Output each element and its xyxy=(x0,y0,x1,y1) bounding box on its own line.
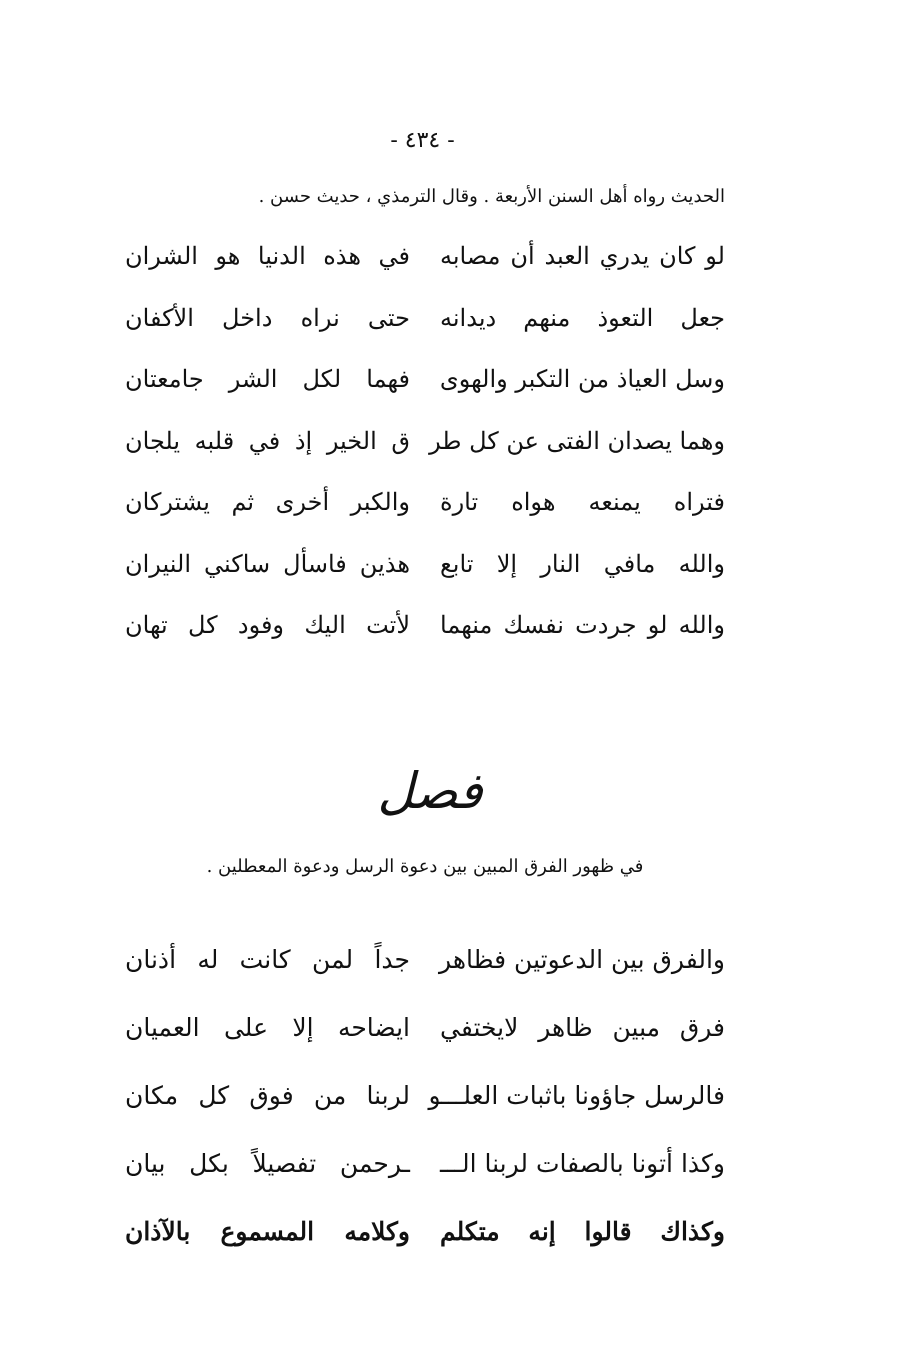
verse xyxy=(125,304,725,366)
verse-first-hemistich: فتراه يمنعه هواه تارة xyxy=(440,488,725,516)
verse-second-hemistich: وكلامه المسموع بالآذان xyxy=(125,1217,410,1246)
verse-first-hemistich: وكذا أتونا بالصفات لربنا الـــ xyxy=(440,1149,725,1178)
verse-first-hemistich: وسل العياذ من التكبر والهوى xyxy=(439,365,725,393)
verse-first-hemistich: لو كان يدري العبد أن مصابه xyxy=(440,242,725,270)
verse-first-hemistich: وكذاك قالوا إنه متكلم xyxy=(440,1217,725,1246)
verse-first-hemistich: فالرسل جاؤونا باثبات العلـــو xyxy=(428,1081,725,1110)
section-heading: فصل xyxy=(377,762,483,820)
verse-second-hemistich: جداً لمن كانت له أذنان xyxy=(125,945,410,974)
poem-top xyxy=(125,242,725,673)
verse xyxy=(125,1081,725,1149)
poem-bottom xyxy=(125,945,725,1285)
section-subtitle: في ظهور الفرق المبين بين دعوة الرسل ودعوة المعطلين . xyxy=(206,856,644,877)
verse xyxy=(125,365,725,427)
verse xyxy=(125,427,725,489)
verse-second-hemistich: لربنا من فوق كل مكان xyxy=(125,1081,410,1110)
verse-second-hemistich: ـرحمن تفصيلاً بكل بيان xyxy=(125,1149,410,1178)
verse xyxy=(125,1013,725,1081)
verse-second-hemistich: لأتت اليك وفود كل تهان xyxy=(125,611,410,639)
verse xyxy=(125,611,725,673)
verse-first-hemistich: والفرق بين الدعوتين فظاهر xyxy=(439,945,725,974)
verse xyxy=(125,1217,725,1285)
verse-first-hemistich: والله مافي النار إلا تابع xyxy=(440,549,725,578)
verse-first-hemistich: جعل التعوذ منهم ديدانه xyxy=(440,303,725,332)
hadith-note: الحديث رواه أهل السنن الأربعة . وقال الترمذي ، حديث حسن . xyxy=(258,186,725,207)
verse-second-hemistich: حتى نراه داخل الأكفان xyxy=(125,303,410,332)
verse xyxy=(125,945,725,1013)
verse xyxy=(125,242,725,304)
verse-second-hemistich: هذين فاسأل ساكني النيران xyxy=(125,549,410,578)
verse-second-hemistich: والكبر أخرى ثم يشتركان xyxy=(125,488,410,516)
verse xyxy=(125,488,725,550)
verse-second-hemistich: ق الخير إذ في قلبه يلجان xyxy=(125,426,410,455)
verse xyxy=(125,550,725,612)
verse-first-hemistich: فرق مبين ظاهر لايختفي xyxy=(440,1013,725,1042)
verse-second-hemistich: ايضاحه إلا على العميان xyxy=(125,1013,410,1042)
page-number: - ٤٣٤ - xyxy=(390,128,455,153)
verse-second-hemistich: في هذه الدنيا هو الشران xyxy=(125,242,410,270)
verse-first-hemistich: وهما يصدان الفتى عن كل طر xyxy=(429,426,725,455)
verse-second-hemistich: فهما لكل الشر جامعتان xyxy=(125,365,410,393)
verse-first-hemistich: والله لو جردت نفسك منهما xyxy=(440,611,725,639)
verse xyxy=(125,1149,725,1217)
